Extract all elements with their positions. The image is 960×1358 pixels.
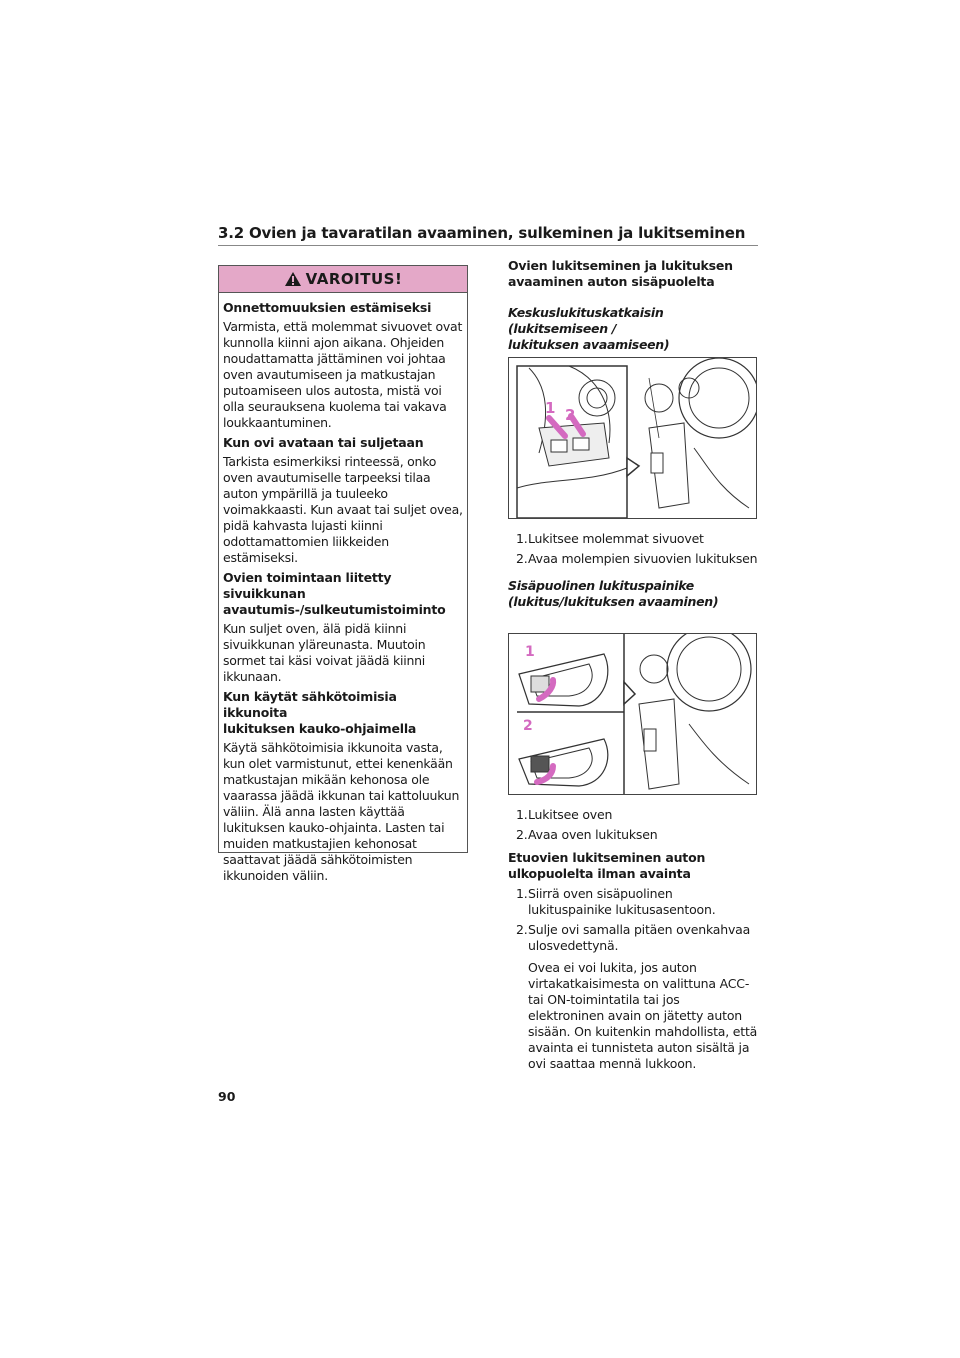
text-line: lukituksen kauko-ohjaimella xyxy=(223,721,417,736)
warning-paragraph xyxy=(223,454,463,566)
list-text: Avaa oven lukituksen xyxy=(528,827,658,842)
text-line: loukkaantuminen. xyxy=(223,415,332,430)
text-line: lukituspainike lukitusasentoon. xyxy=(528,902,716,917)
text-line: elektroninen avain on jätetty auton xyxy=(528,1008,742,1023)
list-number: 2. xyxy=(516,551,528,566)
warning-paragraph xyxy=(223,621,463,685)
callout-2: 2 xyxy=(523,718,533,734)
text-line: voimakkaasti. Kun avaat tai suljet ovea, xyxy=(223,502,463,517)
header-rule xyxy=(218,245,758,246)
text-line: sisään. On kuitenkin mahdollista, että xyxy=(528,1024,758,1039)
list-central-lock xyxy=(516,531,757,571)
list-number: 1. xyxy=(516,886,528,901)
list-number: 1. xyxy=(516,807,528,822)
text-line: tai ON-toimintatila tai jos xyxy=(528,992,680,1007)
text-line: Siirrä oven sisäpuolinen xyxy=(528,886,673,901)
list-text: Lukitsee oven xyxy=(528,807,613,822)
text-line: vaarassa jäädä ikkunan tai kattoluukun xyxy=(223,788,460,803)
text-line: kun olet varmistunut, ettei kenenkään xyxy=(223,756,453,771)
central-lock-illustration xyxy=(509,358,756,518)
text-line: kunnolla kiinni ajon aikana. Ohjeiden xyxy=(223,335,445,350)
warning-label: VAROITUS! xyxy=(305,270,403,288)
text-line: estämiseksi. xyxy=(223,550,298,565)
list-text: Avaa molempien sivuovien lukituksen xyxy=(528,551,758,566)
text-line: Kun suljet oven, älä pidä kiinni xyxy=(223,621,407,636)
figure-central-lock-switch xyxy=(508,357,757,519)
list-text xyxy=(528,886,715,918)
callout-1: 1 xyxy=(545,399,556,417)
list-inside-lock xyxy=(516,807,657,847)
text-line: Sulje ovi samalla pitäen ovenkahvaa xyxy=(528,922,751,937)
text-line: lukituksen avaamiseen) xyxy=(508,337,670,352)
text-line: saattavat jäädä sähkötoimisten xyxy=(223,852,413,867)
text-line: ovi saattaa mennä lukkoon. xyxy=(528,1056,697,1071)
warning-body xyxy=(219,293,467,884)
text-line: väliin. Älä anna lasten käyttää xyxy=(223,804,405,819)
text-line: olla seurauksena kuolema tai vakava xyxy=(223,399,447,414)
text-line: Käytä sähkötoimisia ikkunoita vasta, xyxy=(223,740,443,755)
text-line: matkustajan mikään kehonosa ole xyxy=(223,772,430,787)
text-line: sivuikkunan yläreunasta. Muutoin xyxy=(223,637,426,652)
callout-1: 1 xyxy=(525,644,535,660)
sub-heading-inside-lock xyxy=(508,578,758,610)
steps-outside-lock xyxy=(516,886,758,1072)
figure-inside-lock-button xyxy=(508,633,757,795)
inside-lock-illustration xyxy=(509,634,756,794)
text-line: auton ympärillä ja tuuleeko xyxy=(223,486,388,501)
text-line: (lukitus/lukituksen avaaminen) xyxy=(508,594,719,609)
warning-heading: Onnettomuuksien estämiseksi xyxy=(223,300,432,315)
text-line: odottamattomien liikkeiden xyxy=(223,534,389,549)
text-line: Keskuslukituskatkaisin (lukitsemiseen / xyxy=(508,305,664,336)
warning-paragraph xyxy=(223,740,463,884)
text-line: lukituksen kauko-ohjainta. Lasten tai xyxy=(223,820,445,835)
text-line: Tarkista esimerkiksi rinteessä, onko xyxy=(223,454,437,469)
list-number: 2. xyxy=(516,827,528,842)
text-line: Sisäpuolinen lukituspainike xyxy=(508,578,694,593)
warning-box xyxy=(218,265,468,883)
text-line: pidä kahvasta lujasti kiinni xyxy=(223,518,383,533)
text-line: oven avautumiseen ja matkustajan xyxy=(223,367,436,382)
text-line: oven avautumiselle tarpeeksi tilaa xyxy=(223,470,431,485)
text-line: ikkunaan. xyxy=(223,669,282,684)
list-item xyxy=(516,827,657,843)
sub-heading-central-lock xyxy=(508,305,758,353)
text-line: Ovien toimintaan liitetty sivuikkunan xyxy=(223,570,392,601)
step-note xyxy=(528,960,758,1072)
callout-2: 2 xyxy=(565,406,576,424)
list-text xyxy=(528,922,750,954)
list-item xyxy=(516,807,657,823)
text-line: ikkunoiden väliin. xyxy=(223,868,328,883)
text-line: avautumis-/sulkeutumistoiminto xyxy=(223,602,446,617)
list-number: 2. xyxy=(516,922,528,937)
text-line: Ovea ei voi lukita, jos auton xyxy=(528,960,697,975)
text-line: sormet tai käsi voivat jäädä kiinni xyxy=(223,653,426,668)
text-line: Varmista, että molemmat sivuovet ovat xyxy=(223,319,463,334)
warning-heading xyxy=(223,689,463,737)
warning-paragraph xyxy=(223,319,463,431)
text-line: muiden matkustajien kehonosat xyxy=(223,836,417,851)
heading-outside-lock xyxy=(508,850,758,882)
step-item xyxy=(516,922,758,954)
text-line: Etuovien lukitseminen auton xyxy=(508,850,706,865)
text-line: ulkopuolelta ilman avainta xyxy=(508,866,691,881)
list-item xyxy=(516,531,757,547)
list-number: 1. xyxy=(516,531,528,546)
text-line: avaaminen auton sisäpuolelta xyxy=(508,274,715,289)
warning-icon xyxy=(284,271,302,287)
text-line: Kun käytät sähkötoimisia ikkunoita xyxy=(223,689,397,720)
warning-heading xyxy=(223,570,463,618)
warning-heading: Kun ovi avataan tai suljetaan xyxy=(223,435,424,450)
list-item xyxy=(516,551,757,567)
text-line: avainta ei tunnisteta auton sisältä ja xyxy=(528,1040,750,1055)
step-item xyxy=(516,886,758,918)
text-line: ulosvedettynä. xyxy=(528,938,619,953)
right-heading xyxy=(508,258,758,290)
section-title: 3.2 Ovien ja tavaratilan avaaminen, sulkeminen ja lukitseminen xyxy=(218,224,746,242)
warning-header xyxy=(219,266,467,293)
text-line: virtakatkaisimesta on valittuna ACC- xyxy=(528,976,750,991)
list-text: Lukitsee molemmat sivuovet xyxy=(528,531,704,546)
text-line: Ovien lukitseminen ja lukituksen xyxy=(508,258,733,273)
text-line: putoamiseen ulos autosta, mistä voi xyxy=(223,383,442,398)
text-line: noudattamatta jättäminen voi johtaa xyxy=(223,351,446,366)
page-number: 90 xyxy=(218,1089,236,1104)
